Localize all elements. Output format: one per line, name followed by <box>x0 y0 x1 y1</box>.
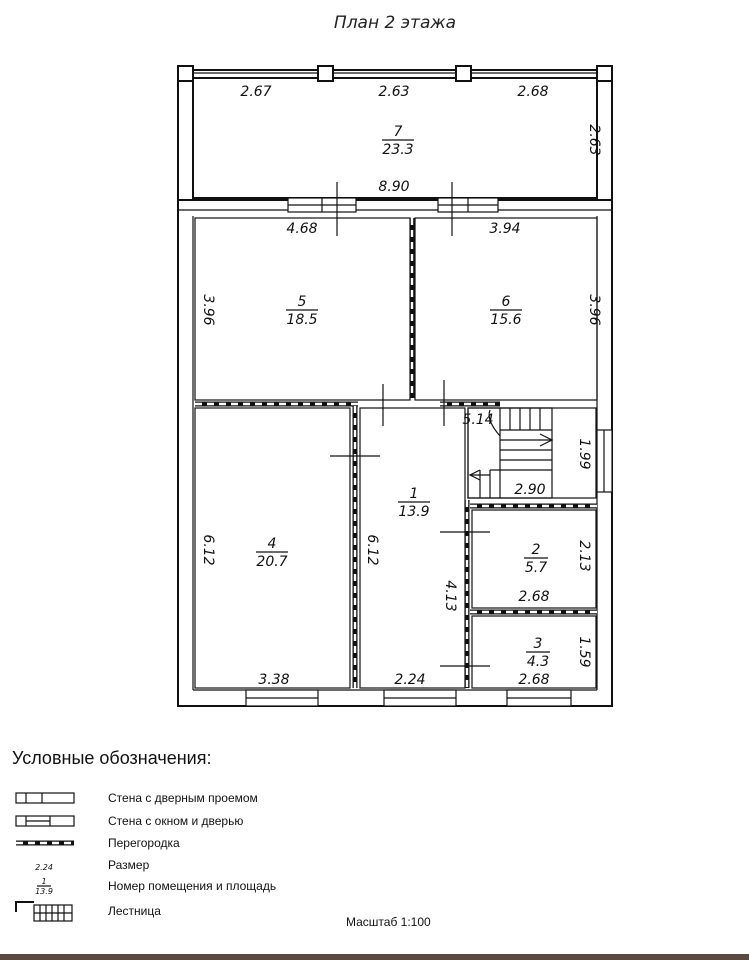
bottom-bar <box>0 954 749 960</box>
room-area: 18.5 <box>286 312 318 328</box>
legend-label-partition: Перегородка <box>108 836 180 850</box>
room-area: 23.3 <box>382 142 414 158</box>
dim-r4-width: 3.38 <box>258 672 290 688</box>
room-number: 3 <box>533 636 543 652</box>
plan-title: План 2 этажа <box>333 13 457 33</box>
legend-title: Условные обозначения: <box>12 748 212 768</box>
room-outlines <box>195 218 597 688</box>
dim-r2-width: 2.68 <box>518 589 550 605</box>
dim-stair-length: 5.14 <box>462 412 494 428</box>
dim-top-b: 2.63 <box>378 84 410 100</box>
legend-symbol-stairs <box>16 902 72 921</box>
legend-label-room: Номер помещения и площадь <box>108 879 277 893</box>
dim-r1-width: 2.24 <box>394 672 426 688</box>
legend-symbol-door-wall <box>16 793 74 803</box>
room-label-7 <box>382 124 414 158</box>
room-number: 2 <box>531 542 541 558</box>
dim-r3-depth: 1.59 <box>576 636 592 668</box>
legend-label-door-wall: Стена с дверным проемом <box>108 791 258 805</box>
dim-r5-width: 4.68 <box>286 221 318 237</box>
legend-label-window-wall: Стена с окном и дверью <box>108 814 244 828</box>
room-label-6 <box>490 294 522 328</box>
scale-label: Масштаб 1:100 <box>346 915 431 929</box>
legend-label-stairs: Лестница <box>108 904 161 918</box>
dim-r6-width: 3.94 <box>489 221 521 237</box>
dim-r1-side: 4.13 <box>442 580 458 612</box>
dim-terrace-depth: 2.63 <box>586 124 602 156</box>
dim-stair-depth: 1.99 <box>576 438 592 470</box>
legend-sample-size: 2.24 <box>35 863 53 872</box>
room-area: 13.9 <box>398 504 430 520</box>
room-label-2 <box>524 542 548 576</box>
dim-r5-depth: 3.96 <box>200 294 216 326</box>
legend-symbol-window-wall <box>16 816 74 826</box>
room-area: 4.3 <box>526 654 550 670</box>
dim-r2-depth: 2.13 <box>576 540 592 572</box>
room-number: 7 <box>393 124 403 140</box>
legend-sample-room-area: 13.9 <box>35 887 53 896</box>
room-area: 20.7 <box>256 554 288 570</box>
room-number: 5 <box>297 294 307 310</box>
room-number: 6 <box>501 294 511 310</box>
room-label-5 <box>286 294 318 328</box>
dim-r6-depth: 3.96 <box>586 294 602 326</box>
room-label-3 <box>526 636 550 670</box>
dim-r3-width: 2.68 <box>518 672 550 688</box>
room-area: 5.7 <box>524 560 548 576</box>
room-number: 4 <box>267 536 277 552</box>
room-label-1 <box>398 486 430 520</box>
dim-top-c: 2.68 <box>517 84 549 100</box>
room-number: 1 <box>409 486 419 502</box>
partitions <box>195 218 597 688</box>
dim-r4-depth: 6.12 <box>200 534 216 566</box>
room-area: 15.6 <box>490 312 522 328</box>
wall-openings <box>246 198 612 706</box>
dim-top-a: 2.67 <box>240 84 272 100</box>
legend-label-size: Размер <box>108 858 150 872</box>
dim-r1-depth: 6.12 <box>364 534 380 566</box>
legend-sample-room <box>35 877 53 896</box>
room-label-4 <box>256 536 288 570</box>
dim-overall-width: 8.90 <box>378 179 410 195</box>
dim-stair-width: 2.90 <box>514 482 546 498</box>
legend-sample-room-number: 1 <box>41 877 47 886</box>
